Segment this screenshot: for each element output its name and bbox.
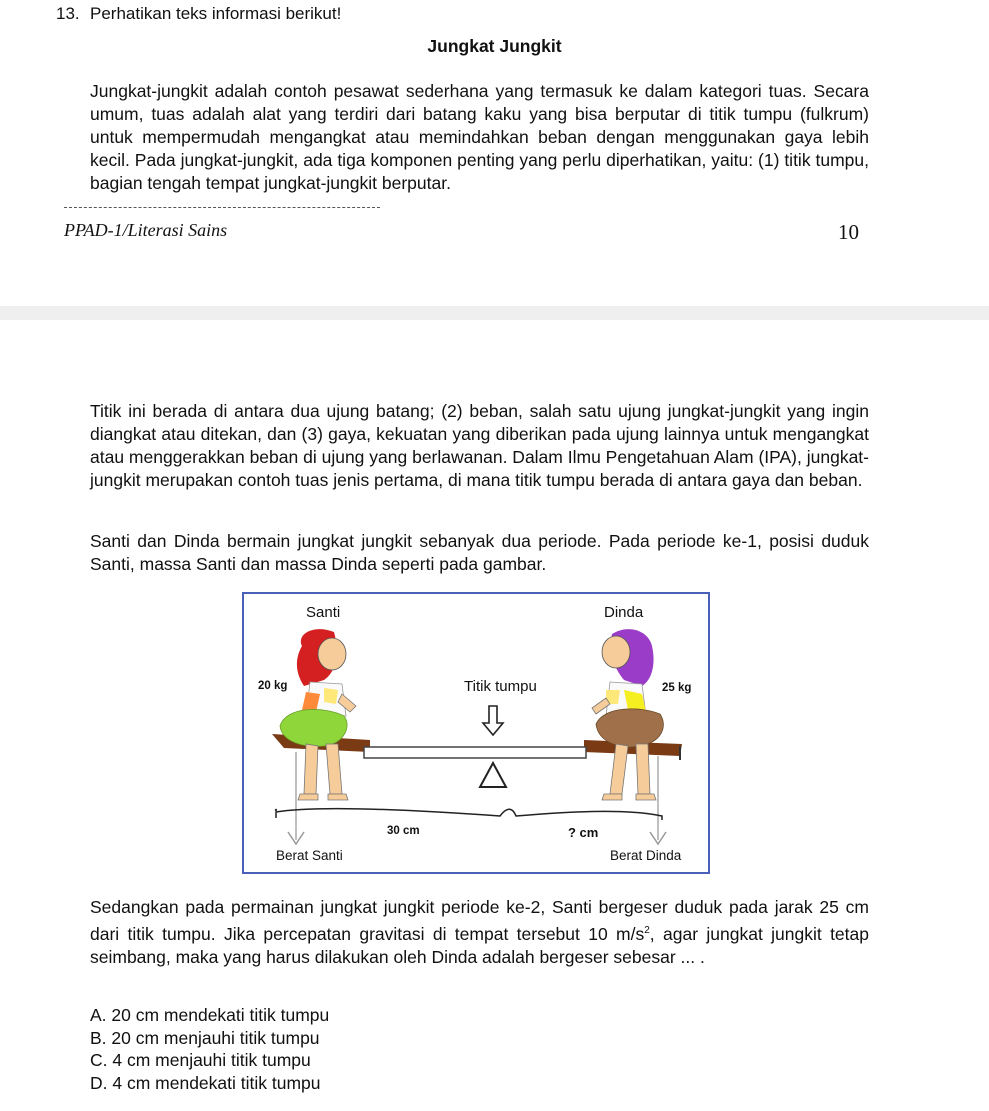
question-number: 13.: [56, 4, 80, 23]
paragraph-1: Jungkat-jungkit adalah contoh pesawat sederhana yang termasuk ke dalam kategori tuas. Secara umum, tuas adalah alat yang terdiri dari batang kaku yang bisa berputar di titik tumpu (fulkrum) untuk mempermudah mengangkat atau memindahkan beban dengan menggunakan gaya lebih kecil. Pada jungkat-jungkit, ada tiga komponen penting yang perlu diperhatikan, yaitu: (1) titik tumpu, bagian tengah tempat jungkat-jungkit berputar.: [90, 81, 869, 193]
option-d[interactable]: D. 4 cm mendekati titik tumpu: [90, 1072, 321, 1093]
fulcrum-arrow: [483, 706, 503, 735]
question-header: [56, 4, 341, 24]
paragraph-2: Titik ini berada di antara dua ujung batang; (2) beban, salah satu ujung jungkat-jungkit yang ingin diangkat atau ditekan, dan (3) gaya, kekuatan yang diberikan pada ujung lainnya untuk mengangkat atau menggerakkan beban di ujung yang berlawanan. Dalam Ilmu Pengetahuan Alam (IPA), jungkat-jungkit merupakan contoh tuas jenis pertama, di mana titik tumpu berada di antara gaya dan beban.: [90, 401, 869, 490]
fulcrum-triangle: [480, 763, 506, 787]
paragraph-4-before: Sedangkan pada permainan jungkat jungkit periode ke-2, Santi bergeser duduk pada jarak 25 cm dari titik tumpu. Jika percepatan gravitasi di tempat tersebut 10 m/s: [90, 897, 869, 944]
santi-distance: 30 cm: [387, 825, 420, 837]
paragraph-4-after: , agar jungkat jungkit tetap seimbang, maka yang harus dilakukan oleh Dinda adalah bergeser sebesar ... .: [90, 923, 869, 967]
page-number: 10: [838, 220, 859, 244]
dinda-weight-label: Berat Dinda: [610, 848, 682, 863]
dinda-mass: 25 kg: [662, 682, 692, 694]
santi-figure: [280, 629, 356, 800]
seesaw-illustration: [244, 594, 707, 871]
santi-name: Santi: [306, 604, 341, 621]
dinda-figure: [592, 629, 663, 800]
answer-options: [90, 1004, 329, 1094]
paragraph-3: Santi dan Dinda bermain jungkat jungkit sebanyak dua periode. Pada periode ke-1, posisi duduk Santi, massa Santi dan massa Dinda seperti pada gambar.: [90, 531, 869, 574]
page-break-band: [0, 306, 989, 320]
question-prompt: Perhatikan teks informasi berikut!: [90, 4, 342, 23]
dinda-name: Dinda: [604, 604, 644, 621]
footer-label: PPAD-1/Literasi Sains: [64, 220, 228, 240]
paragraph-4: [90, 896, 869, 969]
fulcrum-label: Titik tumpu: [464, 678, 537, 695]
distance-brace: [276, 809, 662, 820]
seesaw-beam: [364, 747, 586, 758]
passage-title: Jungkat Jungkit: [427, 36, 562, 56]
paragraph-4-sup: 2: [644, 925, 650, 936]
santi-mass: 20 kg: [258, 680, 288, 692]
option-c[interactable]: C. 4 cm menjauhi titik tumpu: [90, 1050, 311, 1070]
dinda-distance: ? cm: [568, 825, 599, 840]
seesaw-figure: [242, 592, 710, 874]
santi-weight-label: Berat Santi: [276, 848, 343, 863]
footer-divider: [64, 207, 380, 208]
option-b[interactable]: B. 20 cm menjauhi titik tumpu: [90, 1027, 320, 1048]
option-a[interactable]: A. 20 cm mendekati titik tumpu: [90, 1005, 330, 1025]
